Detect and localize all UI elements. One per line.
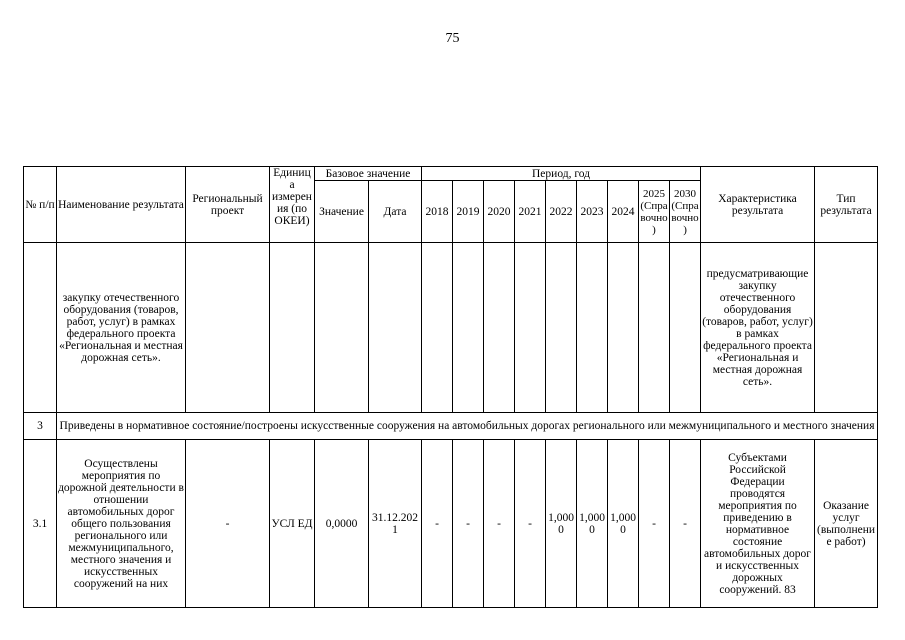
cell-year-value: - (484, 440, 515, 608)
cell-empty (815, 243, 878, 413)
header-project: Региональный проект (186, 167, 270, 243)
header-year: 2023 (577, 181, 608, 243)
header-year: 2019 (453, 181, 484, 243)
header-period: Период, год (422, 167, 701, 181)
header-year: 2030 (Справочно) (670, 181, 701, 243)
header-year: 2025 (Справочно) (639, 181, 670, 243)
cell-year-value: - (670, 440, 701, 608)
section-num: 3 (24, 413, 57, 440)
cell-empty (639, 243, 670, 413)
header-base-date: Дата (369, 181, 422, 243)
header-name: Наименование результата (57, 167, 186, 243)
cell-base-value: 0,0000 (315, 440, 369, 608)
header-base: Базовое значение (315, 167, 422, 181)
cell-empty (670, 243, 701, 413)
cell-empty (186, 243, 270, 413)
cell-empty (546, 243, 577, 413)
cell-type: Оказание услуг (выполнение работ) (815, 440, 878, 608)
cell-characteristic: предусматривающие закупку отечественного оборудования (товаров, работ, услуг) в рамках федерального проекта «Региональная и местная дорожная сеть». (701, 243, 815, 413)
cell-year-value: 1,0000 (577, 440, 608, 608)
cell-year-value: - (515, 440, 546, 608)
header-unit: Единица измерения (по ОКЕИ) (270, 167, 315, 243)
cell-num: 3.1 (24, 440, 57, 608)
table-row (24, 243, 878, 413)
header-year: 2022 (546, 181, 577, 243)
cell-base-date: 31.12.2021 (369, 440, 422, 608)
cell-empty (484, 243, 515, 413)
header-base-value: Значение (315, 181, 369, 243)
header-type: Тип результата (815, 167, 878, 243)
cell-empty (270, 243, 315, 413)
cell-empty (608, 243, 639, 413)
cell-empty (422, 243, 453, 413)
cell-empty (315, 243, 369, 413)
header-year: 2024 (608, 181, 639, 243)
section-row (24, 413, 878, 440)
header-year: 2020 (484, 181, 515, 243)
cell-empty (24, 243, 57, 413)
header-year: 2018 (422, 181, 453, 243)
header-characteristic: Характеристика результата (701, 167, 815, 243)
cell-characteristic: Субъектами Российской Федерации проводятся мероприятия по приведению в нормативное состояние автомобильных дорог и искусственных дорожных сооружений. 83 (701, 440, 815, 608)
results-table (23, 166, 878, 608)
cell-empty (577, 243, 608, 413)
cell-empty (453, 243, 484, 413)
cell-year-value: 1,0000 (608, 440, 639, 608)
cell-year-value: - (453, 440, 484, 608)
cell-name: Осуществлены мероприятия по дорожной деятельности в отношении автомобильных дорог общего пользования регионального или межмуниципального, местного значения и искусственных сооружений на них (57, 440, 186, 608)
cell-empty (515, 243, 546, 413)
cell-year-value: 1,0000 (546, 440, 577, 608)
page-number: 75 (445, 31, 460, 46)
table-row (24, 440, 878, 608)
cell-year-value: - (639, 440, 670, 608)
cell-project: - (186, 440, 270, 608)
header-year: 2021 (515, 181, 546, 243)
cell-unit: УСЛ ЕД (270, 440, 315, 608)
cell-year-value: - (422, 440, 453, 608)
cell-empty (369, 243, 422, 413)
section-title: Приведены в нормативное состояние/построены искусственные сооружения на автомобильных дорогах регионального или межмуниципального и местного значения (57, 413, 878, 440)
header-num: № п/п (24, 167, 57, 243)
cell-name: закупку отечественного оборудования (товаров, работ, услуг) в рамках федерального проекта «Региональная и местная дорожная сеть». (57, 243, 186, 413)
